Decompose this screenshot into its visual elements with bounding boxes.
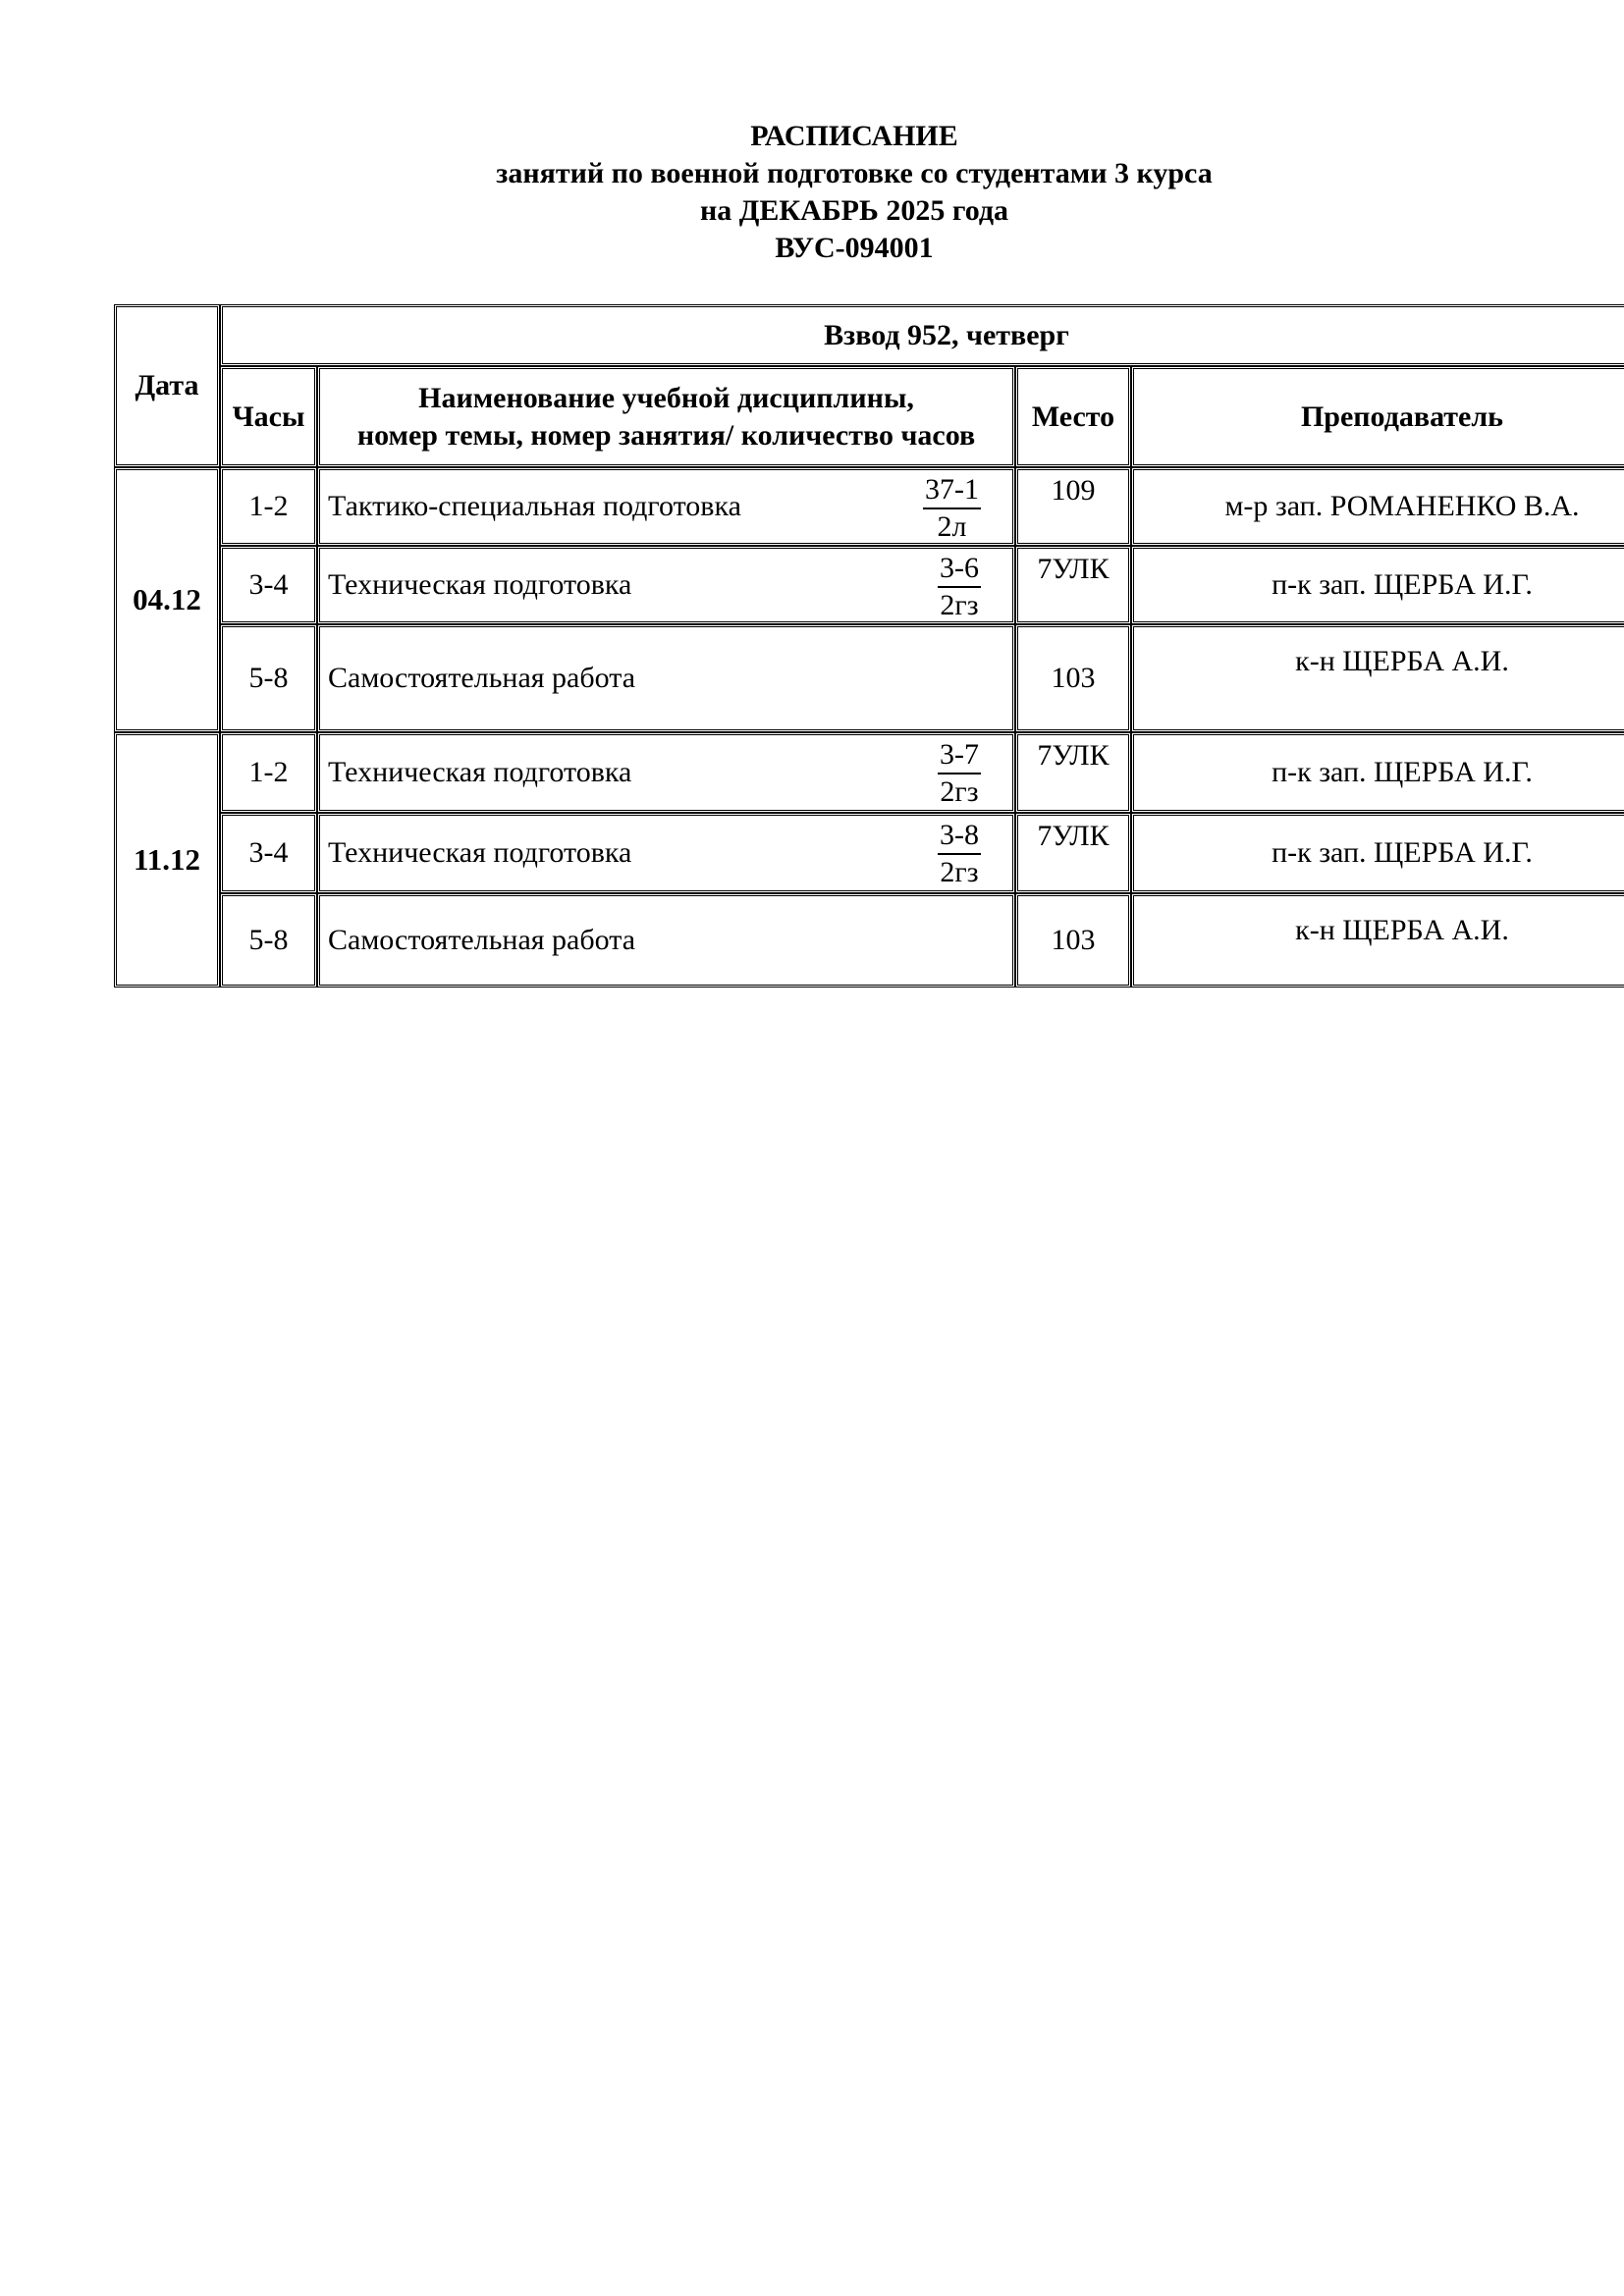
document-subtitle-line2: на ДЕКАБРЬ 2025 года <box>699 194 1009 227</box>
header-date: Дата <box>114 304 220 467</box>
subject-cell <box>317 732 1015 813</box>
header-hours: Часы <box>220 366 317 467</box>
hours-cell: 3-4 <box>220 813 317 893</box>
subject-name: Самостоятельная работа <box>328 924 636 956</box>
subject-name: Тактико-специальная подготовка <box>328 490 741 522</box>
place-cell: 103 <box>1015 893 1131 988</box>
document-subtitle-line1: занятий по военной подготовке со студентами 3 курса <box>496 157 1213 189</box>
subject-cell <box>317 893 1015 988</box>
date-cell: 04.12 <box>114 467 220 732</box>
document-subtitle-line3: ВУС-094001 <box>775 232 934 264</box>
subject-cell <box>317 813 1015 893</box>
document-header <box>0 118 1624 267</box>
duration: 2л <box>937 510 967 543</box>
header-subject <box>317 366 1015 467</box>
subject-name: Техническая подготовка <box>328 568 632 601</box>
topic-number: 3-6 <box>938 551 981 588</box>
hours-cell: 1-2 <box>220 467 317 546</box>
subject-name: Техническая подготовка <box>328 836 632 869</box>
duration: 2гз <box>940 775 979 808</box>
teacher-cell: п-к зап. ЩЕРБА И.Г. <box>1131 546 1624 624</box>
hours-cell: 3-4 <box>220 546 317 624</box>
teacher-cell: м-р зап. РОМАНЕНКО В.А. <box>1131 467 1624 546</box>
duration: 2гз <box>940 589 979 621</box>
header-subject-line2: номер темы, номер занятия/ количество часов <box>356 418 976 452</box>
date-cell: 11.12 <box>114 732 220 988</box>
place-cell: 7УЛК <box>1015 732 1131 813</box>
header-place: Место <box>1015 366 1131 467</box>
place-cell: 7УЛК <box>1015 813 1131 893</box>
topic-number: 37-1 <box>923 472 981 509</box>
topic-fraction <box>923 472 981 545</box>
header-subject-line1: Наименование учебной дисциплины, <box>418 381 914 414</box>
hours-cell: 5-8 <box>220 624 317 732</box>
hours-cell: 5-8 <box>220 893 317 988</box>
subject-cell <box>317 624 1015 732</box>
hours-cell: 1-2 <box>220 732 317 813</box>
place-cell: 109 <box>1015 467 1131 546</box>
duration: 2гз <box>940 856 979 888</box>
topic-number: 3-7 <box>938 737 981 774</box>
subject-cell <box>317 467 1015 546</box>
subject-name: Самостоятельная работа <box>328 662 636 694</box>
topic-fraction <box>938 551 981 623</box>
place-cell: 7УЛК <box>1015 546 1131 624</box>
teacher-cell: п-к зап. ЩЕРБА И.Г. <box>1131 732 1624 813</box>
document-title: РАСПИСАНИЕ <box>750 120 958 152</box>
topic-fraction <box>938 818 981 890</box>
header-platoon: Взвод 952, четверг <box>220 304 1624 366</box>
topic-fraction <box>938 737 981 810</box>
subject-name: Техническая подготовка <box>328 756 632 788</box>
teacher-cell: к-н ЩЕРБА А.И. <box>1131 893 1624 988</box>
subject-cell <box>317 546 1015 624</box>
teacher-cell: п-к зап. ЩЕРБА И.Г. <box>1131 813 1624 893</box>
topic-number: 3-8 <box>938 818 981 855</box>
place-cell: 103 <box>1015 624 1131 732</box>
teacher-cell: к-н ЩЕРБА А.И. <box>1131 624 1624 732</box>
header-teacher: Преподаватель <box>1131 366 1624 467</box>
